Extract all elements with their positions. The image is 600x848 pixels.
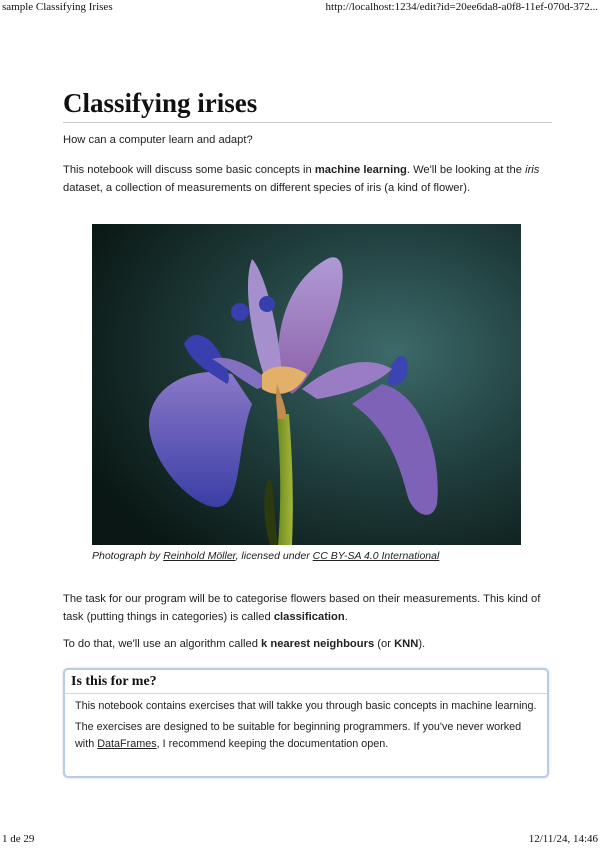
task-section	[63, 590, 552, 662]
callout-text-1: The exercises are designed to be suitable for beginning programmers. If you've never worked with	[75, 720, 522, 750]
notebook-content	[63, 88, 552, 197]
intro-paragraph	[63, 161, 552, 197]
iris-figure	[92, 224, 521, 562]
task-text-1: The task for our program will be to categorise flowers based on their measurements. This kind of task (putting things in categories) is called	[63, 593, 541, 623]
algorithm-text-3: ).	[418, 638, 426, 650]
iris-flower-illustration	[92, 224, 521, 545]
intro-text-3: dataset, a collection of measurements on different species of iris (a kind of flower).	[63, 182, 471, 194]
algorithm-text-2: (or	[374, 638, 395, 650]
callout-body	[65, 694, 547, 754]
intro-text-2: . We'll be looking at the	[406, 164, 526, 176]
callout-text-2: , I recommend keeping the documentation open.	[156, 738, 389, 750]
print-datetime: 12/11/24, 14:46	[528, 833, 598, 845]
callout-title: Is this for me?	[65, 670, 547, 694]
task-paragraph	[63, 590, 552, 626]
subtitle: How can a computer learn and adapt?	[63, 134, 253, 146]
task-bold-term: classification	[273, 611, 345, 623]
print-page-url: http://localhost:1234/edit?id=20ee6da8-a0f8-11ef-070d-372...	[325, 1, 598, 13]
algorithm-bold-abbrev: KNN	[394, 638, 419, 650]
print-page-number: 1 de 29	[2, 833, 35, 845]
callout-paragraph-2	[75, 719, 539, 754]
intro-bold-term: machine learning	[314, 164, 407, 176]
dataframes-link[interactable]: DataFrames	[97, 738, 157, 750]
intro-italic-term: iris	[525, 164, 540, 176]
figure-caption	[92, 550, 521, 562]
print-footer	[0, 832, 600, 848]
caption-text-1: Photograph by	[92, 550, 164, 562]
page-title: Classifying irises	[63, 88, 552, 123]
intro-text-1: This notebook will discuss some basic concepts in	[63, 164, 315, 176]
print-page-title: sample Classifying Irises	[2, 1, 113, 13]
algorithm-text-1: To do that, we'll use an algorithm called	[63, 638, 262, 650]
task-text-2: .	[344, 611, 348, 623]
iris-photo	[92, 224, 521, 545]
algorithm-paragraph	[63, 635, 552, 653]
license-link[interactable]: CC BY-SA 4.0 International	[312, 550, 440, 562]
author-link[interactable]: Reinhold Möller	[163, 550, 236, 562]
algorithm-bold-term: k nearest neighbours	[261, 638, 375, 650]
print-header	[0, 0, 600, 16]
caption-text-2: , licensed under	[235, 550, 313, 562]
callout-box	[63, 668, 549, 778]
callout-paragraph-1: This notebook contains exercises that will takke you through basic concepts in machine learning.	[75, 700, 537, 712]
